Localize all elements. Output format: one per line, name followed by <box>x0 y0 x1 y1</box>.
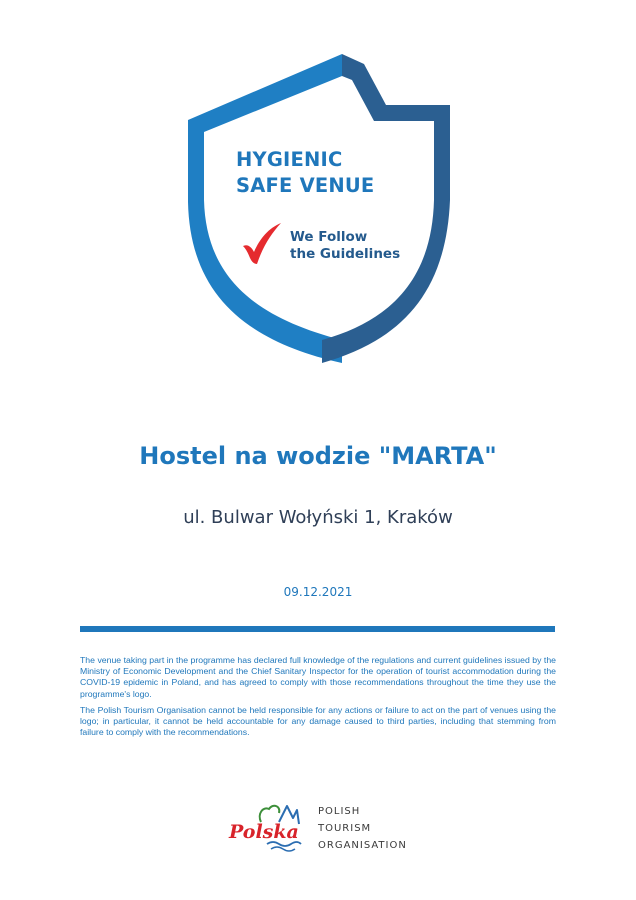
polska-logo <box>227 800 303 852</box>
organisation-line3: ORGANISATION <box>318 840 407 851</box>
divider <box>80 626 555 632</box>
badge-title <box>236 147 374 199</box>
badge-subtitle-line1: We Follow <box>290 229 368 245</box>
organisation-name <box>318 803 407 854</box>
organisation-line2: TOURISM <box>318 823 372 834</box>
polska-logo-text: Polska <box>229 821 299 843</box>
disclaimer <box>80 655 556 743</box>
disclaimer-paragraph: The venue taking part in the programme has declared full knowledge of the regulations and current guidelines issued by the Ministry of Economic Development and the Chief Sanitary Inspector for the operation of tourist accommodation during the COVID-19 epidemic in Poland, and has agreed to comply with those recommendations throughout the time they use the programme's logo. <box>80 655 556 699</box>
checkmark-icon <box>241 222 283 266</box>
disclaimer-paragraph: The Polish Tourism Organisation cannot be held responsible for any actions or failure to act on the part of venues using the logo; in particular, it cannot be held accountable for any damage caused to third parties, including that stemming from failure to comply with the recommendations. <box>80 704 556 738</box>
badge-title-line2: SAFE VENUE <box>236 174 375 197</box>
badge-subtitle <box>290 229 400 263</box>
organisation-line1: POLISH <box>318 806 361 817</box>
venue-date: 09.12.2021 <box>283 585 353 599</box>
badge-title-line1: HYGIENIC <box>236 148 343 171</box>
badge-subtitle-line2: the Guidelines <box>290 246 401 262</box>
venue-address: ul. Bulwar Wołyński 1, Kraków <box>183 507 453 528</box>
shield-icon <box>184 50 454 368</box>
venue-name: Hostel na wodzie "MARTA" <box>139 442 497 470</box>
